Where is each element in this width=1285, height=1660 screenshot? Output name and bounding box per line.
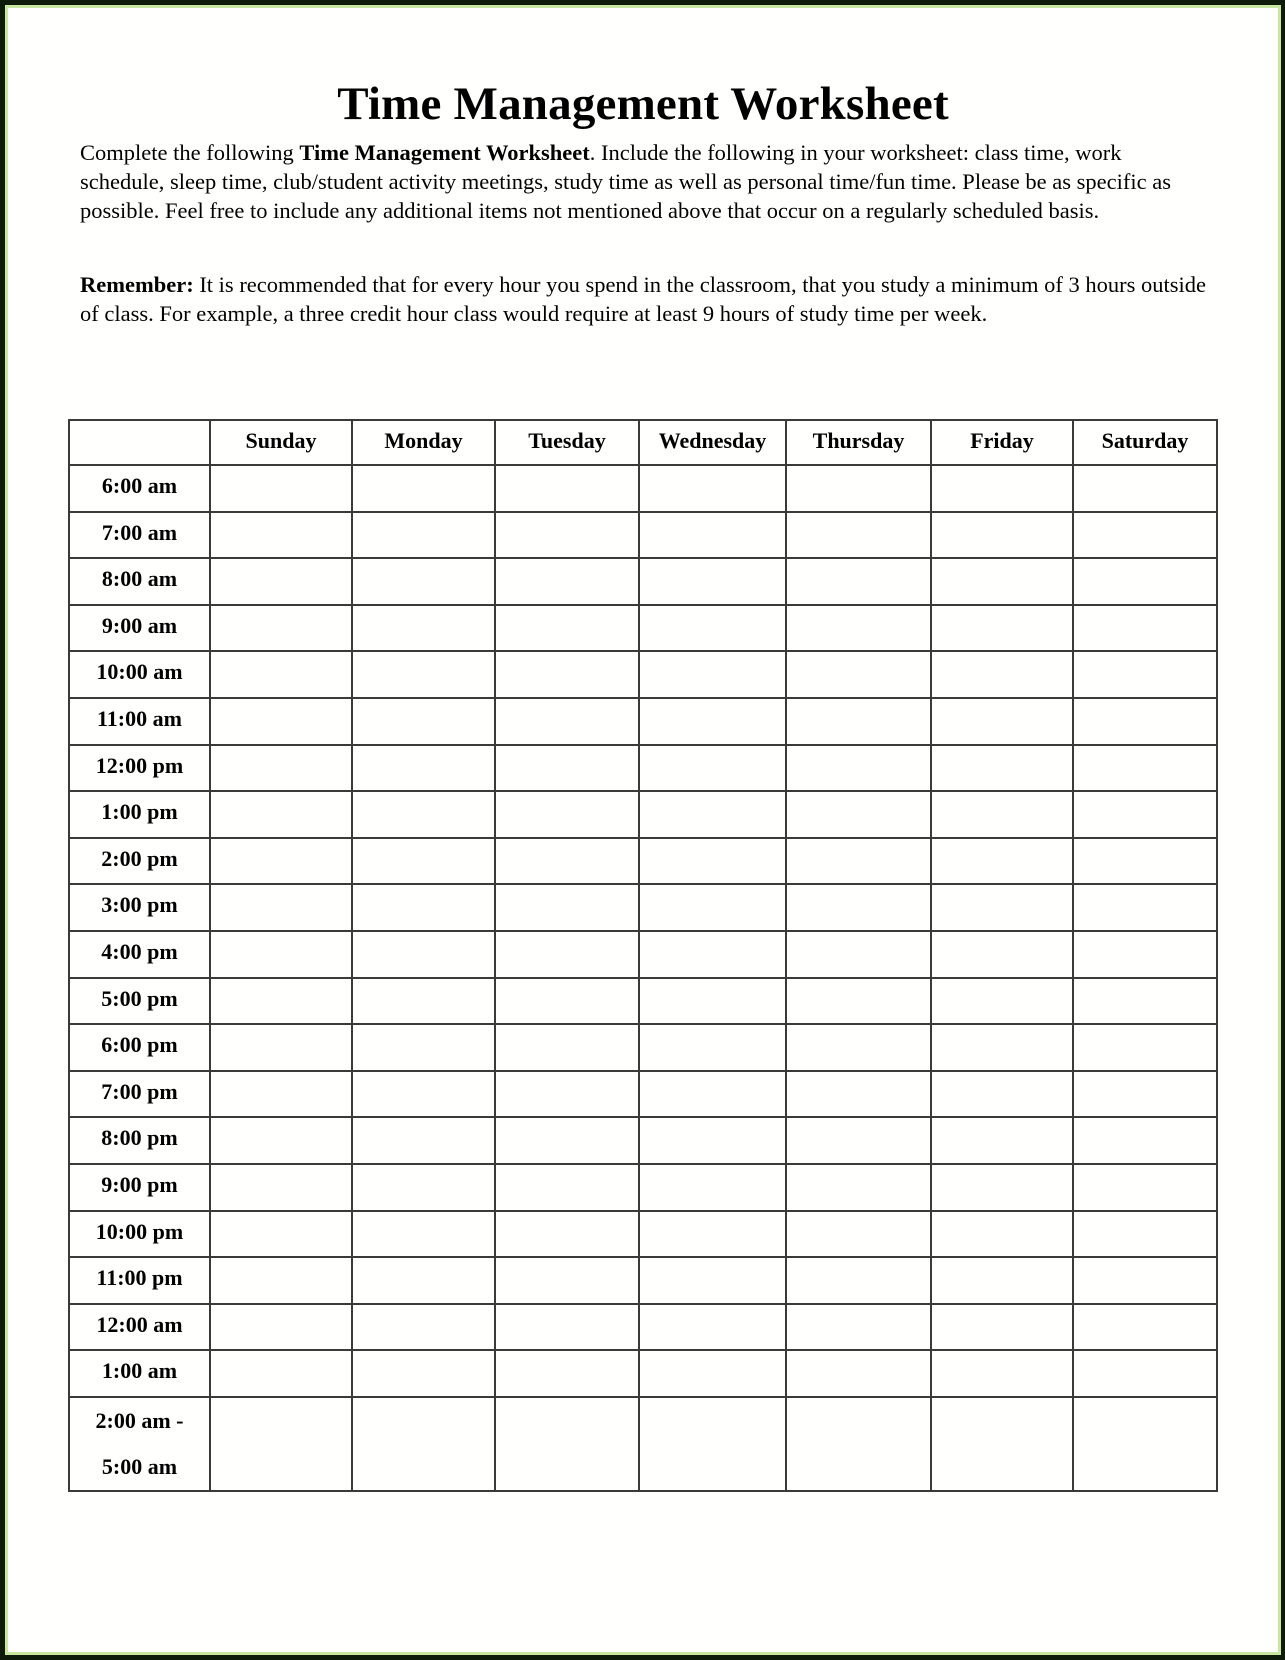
time-label: 8:00 am <box>69 558 210 605</box>
schedule-cell[interactable] <box>352 931 495 978</box>
schedule-cell[interactable] <box>786 978 931 1025</box>
schedule-cell[interactable] <box>1073 1071 1217 1118</box>
schedule-cell[interactable] <box>786 1071 931 1118</box>
schedule-cell[interactable] <box>639 745 786 792</box>
schedule-cell[interactable] <box>786 605 931 652</box>
intro-lead: Complete the following <box>80 140 300 165</box>
day-header: Tuesday <box>495 420 639 465</box>
schedule-cell[interactable] <box>786 1304 931 1351</box>
schedule-cell[interactable] <box>210 465 352 512</box>
schedule-cell[interactable] <box>1073 1117 1217 1164</box>
intro-bold-title: Time Management Worksheet <box>299 140 590 165</box>
time-label-line1: 2:00 am - <box>95 1407 184 1433</box>
schedule-cell[interactable] <box>639 558 786 605</box>
schedule-cell[interactable] <box>1073 1257 1217 1304</box>
schedule-cell[interactable] <box>210 1211 352 1258</box>
schedule-cell[interactable] <box>210 1117 352 1164</box>
remember-text: It is recommended that for every hour you spend in the classroom, that you study a minimum of 3 hours outside of class. For example, a three credit hour class would require at least 9 hours of study time per week. <box>80 272 1207 326</box>
schedule-cell[interactable] <box>931 698 1073 745</box>
intro-paragraph <box>80 138 1210 225</box>
schedule-cell[interactable] <box>639 1211 786 1258</box>
schedule-cell[interactable] <box>639 1024 786 1071</box>
schedule-cell[interactable] <box>1073 605 1217 652</box>
schedule-cell[interactable] <box>639 1397 786 1491</box>
schedule-cell[interactable] <box>210 791 352 838</box>
schedule-cell[interactable] <box>495 745 639 792</box>
schedule-cell[interactable] <box>639 1071 786 1118</box>
schedule-cell[interactable] <box>931 1397 1073 1491</box>
time-label: 10:00 pm <box>69 1211 210 1258</box>
schedule-cell[interactable] <box>639 465 786 512</box>
schedule-cell[interactable] <box>210 1164 352 1211</box>
schedule-cell[interactable] <box>931 1024 1073 1071</box>
time-label: 12:00 pm <box>69 745 210 792</box>
schedule-cell[interactable] <box>352 978 495 1025</box>
schedule-cell[interactable] <box>639 884 786 931</box>
schedule-cell[interactable] <box>495 1024 639 1071</box>
schedule-cell[interactable] <box>786 745 931 792</box>
schedule-cell[interactable] <box>352 558 495 605</box>
schedule-cell[interactable] <box>210 558 352 605</box>
time-row <box>69 1397 1217 1491</box>
time-row <box>69 1071 1217 1118</box>
corner-cell <box>69 420 210 465</box>
schedule-cell[interactable] <box>495 791 639 838</box>
time-row <box>69 1211 1217 1258</box>
schedule-cell[interactable] <box>210 1304 352 1351</box>
schedule-cell[interactable] <box>495 1164 639 1211</box>
schedule-cell[interactable] <box>352 1257 495 1304</box>
time-label: 1:00 am <box>69 1350 210 1397</box>
schedule-cell[interactable] <box>639 1164 786 1211</box>
schedule-cell[interactable] <box>931 978 1073 1025</box>
time-row <box>69 978 1217 1025</box>
time-row <box>69 931 1217 978</box>
schedule-cell[interactable] <box>639 978 786 1025</box>
schedule-cell[interactable] <box>786 884 931 931</box>
schedule-cell[interactable] <box>495 465 639 512</box>
time-label: 5:00 pm <box>69 978 210 1025</box>
worksheet-page <box>8 8 1278 1652</box>
schedule-cell[interactable] <box>931 1211 1073 1258</box>
schedule-cell[interactable] <box>786 1164 931 1211</box>
schedule-cell[interactable] <box>352 1211 495 1258</box>
schedule-cell[interactable] <box>495 1397 639 1491</box>
schedule-cell[interactable] <box>1073 1024 1217 1071</box>
schedule-cell[interactable] <box>931 1117 1073 1164</box>
schedule-cell[interactable] <box>352 1397 495 1491</box>
schedule-cell[interactable] <box>210 512 352 559</box>
schedule-cell[interactable] <box>786 1024 931 1071</box>
schedule-cell[interactable] <box>931 745 1073 792</box>
time-label: 7:00 pm <box>69 1071 210 1118</box>
schedule-cell[interactable] <box>1073 1164 1217 1211</box>
time-label: 6:00 am <box>69 465 210 512</box>
schedule-cell[interactable] <box>786 1257 931 1304</box>
intro-rest: . Include the following in your worksheet: class time, work schedule, sleep time, club/student activity meetings, study time as well as personal time/fun time. Please be as specific as possible. Feel free to include any additional items not mentioned above that occur on a regularly scheduled basis. <box>80 140 1171 223</box>
schedule-cell[interactable] <box>210 1071 352 1118</box>
time-label: 1:00 pm <box>69 791 210 838</box>
schedule-cell[interactable] <box>352 791 495 838</box>
schedule-cell[interactable] <box>786 698 931 745</box>
schedule-cell[interactable] <box>210 838 352 885</box>
schedule-cell[interactable] <box>495 978 639 1025</box>
day-header: Thursday <box>786 420 931 465</box>
schedule-cell[interactable] <box>352 838 495 885</box>
time-label: 10:00 am <box>69 651 210 698</box>
schedule-cell[interactable] <box>352 1164 495 1211</box>
schedule-cell[interactable] <box>786 1117 931 1164</box>
schedule-cell[interactable] <box>639 1350 786 1397</box>
schedule-cell[interactable] <box>1073 838 1217 885</box>
schedule-cell[interactable] <box>931 512 1073 559</box>
schedule-cell[interactable] <box>352 605 495 652</box>
schedule-cell[interactable] <box>352 1117 495 1164</box>
schedule-cell[interactable] <box>1073 978 1217 1025</box>
day-header: Monday <box>352 420 495 465</box>
time-row <box>69 791 1217 838</box>
schedule-cell[interactable] <box>210 884 352 931</box>
schedule-cell[interactable] <box>210 651 352 698</box>
schedule-cell[interactable] <box>495 1117 639 1164</box>
schedule-cell[interactable] <box>495 558 639 605</box>
weekly-schedule-table <box>68 419 1218 1492</box>
schedule-cell[interactable] <box>1073 745 1217 792</box>
schedule-cell[interactable] <box>1073 1397 1217 1491</box>
schedule-cell[interactable] <box>639 512 786 559</box>
schedule-cell[interactable] <box>352 465 495 512</box>
time-row <box>69 698 1217 745</box>
schedule-cell[interactable] <box>210 745 352 792</box>
schedule-cell[interactable] <box>352 1071 495 1118</box>
header-row <box>69 420 1217 465</box>
schedule-cell[interactable] <box>495 651 639 698</box>
schedule-cell[interactable] <box>210 978 352 1025</box>
schedule-cell[interactable] <box>931 791 1073 838</box>
schedule-cell[interactable] <box>931 931 1073 978</box>
schedule-cell[interactable] <box>352 512 495 559</box>
schedule-cell[interactable] <box>639 605 786 652</box>
time-label: 8:00 pm <box>69 1117 210 1164</box>
schedule-cell[interactable] <box>931 605 1073 652</box>
schedule-cell[interactable] <box>931 651 1073 698</box>
schedule-cell[interactable] <box>931 1257 1073 1304</box>
schedule-cell[interactable] <box>786 791 931 838</box>
schedule-cell[interactable] <box>210 1257 352 1304</box>
schedule-cell[interactable] <box>786 1397 931 1491</box>
schedule-cell[interactable] <box>352 745 495 792</box>
time-row <box>69 512 1217 559</box>
worksheet-title: Time Management Worksheet <box>337 78 949 130</box>
schedule-cell[interactable] <box>495 931 639 978</box>
schedule-cell[interactable] <box>931 465 1073 512</box>
schedule-cell[interactable] <box>210 1397 352 1491</box>
schedule-cell[interactable] <box>495 698 639 745</box>
schedule-cell[interactable] <box>1073 651 1217 698</box>
schedule-cell[interactable] <box>1073 931 1217 978</box>
schedule-cell[interactable] <box>495 512 639 559</box>
schedule-cell[interactable] <box>1073 465 1217 512</box>
schedule-cell[interactable] <box>786 931 931 978</box>
schedule-cell[interactable] <box>495 1304 639 1351</box>
schedule-cell[interactable] <box>210 605 352 652</box>
schedule-cell[interactable] <box>1073 1350 1217 1397</box>
schedule-cell[interactable] <box>210 1350 352 1397</box>
schedule-cell[interactable] <box>931 1164 1073 1211</box>
time-label: 11:00 pm <box>69 1257 210 1304</box>
schedule-cell[interactable] <box>352 1024 495 1071</box>
schedule-cell[interactable] <box>495 605 639 652</box>
schedule-cell[interactable] <box>786 1211 931 1258</box>
time-row <box>69 1117 1217 1164</box>
schedule-cell[interactable] <box>931 1350 1073 1397</box>
time-row <box>69 465 1217 512</box>
time-row <box>69 1304 1217 1351</box>
day-header: Friday <box>931 420 1073 465</box>
schedule-cell[interactable] <box>210 931 352 978</box>
schedule-cell[interactable] <box>495 1350 639 1397</box>
time-row <box>69 884 1217 931</box>
time-row <box>69 1164 1217 1211</box>
remember-paragraph <box>80 270 1210 328</box>
schedule-cell[interactable] <box>786 512 931 559</box>
schedule-cell[interactable] <box>931 558 1073 605</box>
time-label: 6:00 pm <box>69 1024 210 1071</box>
day-header: Saturday <box>1073 420 1217 465</box>
schedule-cell[interactable] <box>1073 1304 1217 1351</box>
schedule-cell[interactable] <box>931 838 1073 885</box>
time-label: 11:00 am <box>69 698 210 745</box>
schedule-cell[interactable] <box>639 791 786 838</box>
schedule-cell[interactable] <box>639 1257 786 1304</box>
day-header: Wednesday <box>639 420 786 465</box>
schedule-cell[interactable] <box>786 465 931 512</box>
schedule-cell[interactable] <box>1073 558 1217 605</box>
time-label: 3:00 pm <box>69 884 210 931</box>
schedule-cell[interactable] <box>639 651 786 698</box>
schedule-cell[interactable] <box>352 1350 495 1397</box>
day-header: Sunday <box>210 420 352 465</box>
schedule-cell[interactable] <box>639 1304 786 1351</box>
time-row <box>69 605 1217 652</box>
schedule-cell[interactable] <box>1073 1211 1217 1258</box>
time-label: 4:00 pm <box>69 931 210 978</box>
time-label: 12:00 am <box>69 1304 210 1351</box>
schedule-cell[interactable] <box>931 884 1073 931</box>
schedule-cell[interactable] <box>1073 512 1217 559</box>
schedule-cell[interactable] <box>1073 884 1217 931</box>
schedule-cell[interactable] <box>931 1304 1073 1351</box>
schedule-cell[interactable] <box>786 651 931 698</box>
schedule-cell[interactable] <box>495 838 639 885</box>
schedule-cell[interactable] <box>495 1211 639 1258</box>
schedule-cell[interactable] <box>352 698 495 745</box>
schedule-cell[interactable] <box>495 1257 639 1304</box>
time-row <box>69 745 1217 792</box>
schedule-cell[interactable] <box>639 1117 786 1164</box>
schedule-cell[interactable] <box>495 884 639 931</box>
schedule-cell[interactable] <box>931 1071 1073 1118</box>
time-label: 2:00 pm <box>69 838 210 885</box>
schedule-cell[interactable] <box>786 838 931 885</box>
time-label-line2: 5:00 am <box>101 1453 178 1479</box>
schedule-cell[interactable] <box>1073 791 1217 838</box>
time-row <box>69 1257 1217 1304</box>
time-row <box>69 1350 1217 1397</box>
time-label: 9:00 am <box>69 605 210 652</box>
schedule-cell[interactable] <box>639 838 786 885</box>
schedule-cell[interactable] <box>1073 698 1217 745</box>
schedule-cell[interactable] <box>786 1350 931 1397</box>
time-row <box>69 838 1217 885</box>
time-label <box>69 1397 210 1491</box>
schedule-cell[interactable] <box>210 698 352 745</box>
schedule-cell[interactable] <box>352 651 495 698</box>
schedule-cell[interactable] <box>210 1024 352 1071</box>
schedule-cell[interactable] <box>639 931 786 978</box>
schedule-cell[interactable] <box>639 698 786 745</box>
remember-label: Remember: <box>80 272 194 297</box>
schedule-cell[interactable] <box>786 558 931 605</box>
time-row <box>69 558 1217 605</box>
schedule-cell[interactable] <box>352 884 495 931</box>
time-label: 9:00 pm <box>69 1164 210 1211</box>
time-row <box>69 1024 1217 1071</box>
time-label: 7:00 am <box>69 512 210 559</box>
schedule-cell[interactable] <box>352 1304 495 1351</box>
schedule-cell[interactable] <box>495 1071 639 1118</box>
time-row <box>69 651 1217 698</box>
